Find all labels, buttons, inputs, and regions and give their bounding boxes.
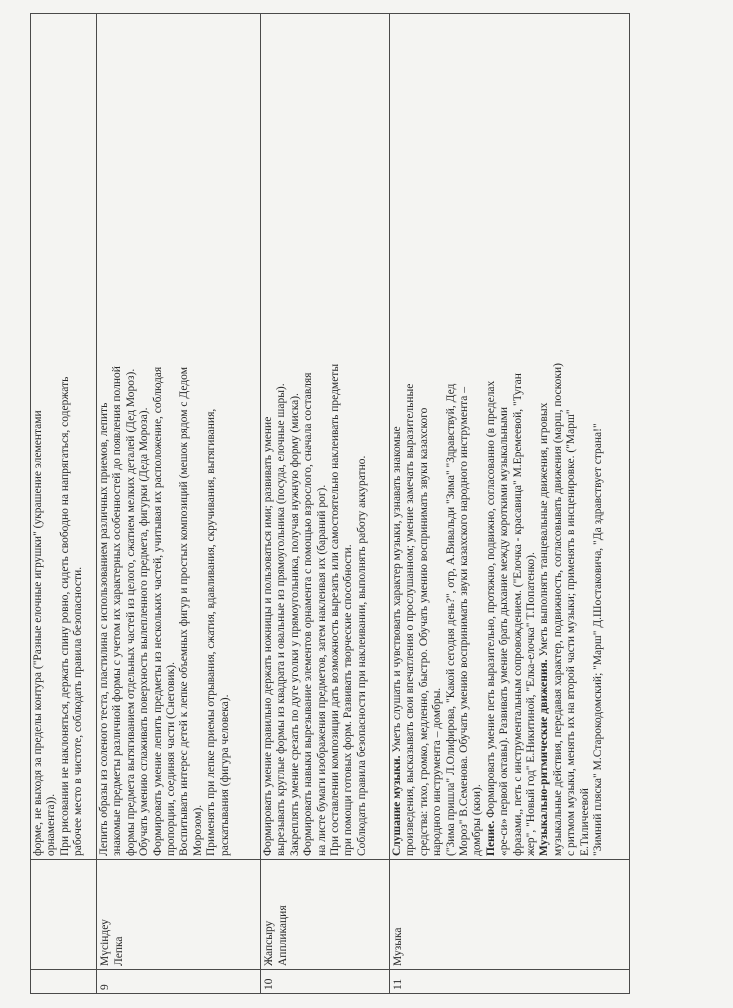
subject-cell (97, 860, 261, 970)
content-line (418, 17, 431, 856)
content-line: Применять при лепке приемы отрывания, сжатия, вдавливания, скручивания, вытягивания, (205, 408, 218, 856)
content-line: вырезывать круглые формы из квадрата и овальные из прямоугольника (посуда, елочные шары). (275, 383, 288, 856)
content-cell (31, 14, 97, 860)
content-text: Уметь слушать и чувствовать характер музыки, узнавать знакомые (391, 426, 403, 756)
content-cell (261, 14, 390, 860)
row-number (31, 970, 97, 994)
content-line (431, 17, 444, 856)
content-line (471, 17, 484, 856)
table-row (31, 14, 97, 994)
table-row (97, 14, 261, 994)
content-text: жер", "Новый год" Е.Никитиной, "Елка-елочка" Т.Попатенко). (525, 552, 538, 856)
content-text: Формировать умение петь выразительно, протяжно, подвижно, согласованно (в пределах (484, 380, 497, 821)
subject-name: Лепка (113, 936, 126, 966)
subject-name: Аппликация (277, 905, 290, 966)
content-line: Формировать навыки вырезывание элементов орнамента с помощью взрослого, сначала составляя (302, 372, 315, 856)
content-line (391, 17, 404, 856)
subject-cell (261, 860, 390, 970)
content-line (512, 17, 525, 856)
content-line: Формировать умение лепить предметы из нескольких частей, учитывая их расположение, соблюдая (151, 366, 164, 856)
table-row (390, 14, 630, 994)
content-line: рабочее место в чистоте, соблюдать правила безопасности. (72, 566, 85, 856)
table-row (261, 14, 390, 994)
content-line (592, 17, 605, 856)
content-text: народного инструмента – домбры. (431, 687, 444, 856)
content-line (485, 17, 498, 856)
content-text: «ре-си» первой октавы). Развивать умение брать дыхание между короткими музыкальными (498, 406, 511, 856)
content-cell (97, 14, 261, 860)
content-text: домбры (кюи). (471, 784, 484, 856)
content-line: на листе бумаги изображения предметов, затем наклеивая их (бараний рог). (315, 484, 328, 856)
subject-cell (31, 860, 97, 970)
content-line: При рисовании не наклоняться, держать спину ровно, сидеть свободно на напрягаться, содержать (58, 376, 71, 856)
content-text: Е.Тиличеевой (578, 788, 591, 856)
content-text: музыкальные действия, передавая характер, подвижность, согласовывать движения (марш, поскоки) (551, 363, 564, 856)
subject-cell (390, 860, 630, 970)
content-cell (390, 14, 630, 860)
curriculum-table (30, 13, 630, 994)
content-line: При составлении композиции дать возможность вырезать или самостоятельно наклеивать предметы (329, 363, 342, 856)
content-line (445, 17, 458, 856)
content-line: форме, не выходя за пределы контура ("Разные елочные игрушки" (украшение элементами (32, 410, 44, 856)
content-line: Соблюдать правила безопасности при наклеивании, выполнять работу аккуратно. (355, 455, 368, 856)
content-text: с ритмом музыки, менять их на второй части музыки; применять в инсценировке. ("Марш" (565, 409, 578, 856)
content-text: ("Зима пришла" Л.Олифирова, "Какой сегодня день?", отр, А.Вивальди "Зима" "Здравствуй, Дед (444, 383, 457, 856)
content-line: знакомые предметы различной формы с учетом их характерных особенностей до появления полной (111, 366, 124, 856)
content-text: произведения, высказывать свои впечатления о прослушанном; умение замечать выразительные (404, 383, 417, 856)
content-line: Лепить образы из соленого теста, пластилина с использованием различных приемов, лепить (98, 402, 110, 856)
subject-name: Музыка (392, 927, 404, 966)
content-line: Закреплять умение срезать по дуге уголки у прямоугольника, получая нужную форму (миска). (288, 393, 301, 856)
content-line: Воспитывать интерес детей к лепке объемных фигур и простых композиций (мешок рядом с Дедом (178, 367, 191, 856)
section-heading: Слушание музыки. (391, 755, 403, 856)
content-line: пропорции, соединяя части (Снеговик). (165, 662, 178, 856)
content-text: Мороз" В.Семенова. Обучать умению воспринимать звуки казахского народного инструмента – (458, 386, 471, 856)
content-text: "Зимний пляска" М.Старокодомский; "Марш" Д.Шостаковича, "Да здравствует страна!" (592, 423, 605, 856)
content-line (458, 17, 471, 856)
content-line (565, 17, 578, 856)
content-line: раскатывания (фигура человека). (218, 694, 231, 856)
row-number: 11 (390, 970, 630, 994)
content-text: Уметь выполнять танцевальные движения, игровых (538, 402, 551, 660)
content-line (552, 17, 565, 856)
content-line (579, 17, 592, 856)
content-line: Морозом). (191, 804, 204, 856)
subject-name: Мүсіндеу (99, 919, 111, 966)
content-line (538, 17, 551, 856)
row-number: 10 (261, 970, 390, 994)
content-text: средства: тихо, громко, медленно, быстро. Обучать умению воспринимать звуки казахского (417, 407, 430, 856)
content-line: Формировать умение правильно держать ножницы и пользоваться ими; развивать умение (262, 416, 274, 856)
content-line: Обучать умению сглаживать поверхность вылепленного предмета, фигурки (Деда Мороза). (138, 407, 151, 856)
content-line: орнамента)). (45, 793, 58, 856)
section-heading: Музыкально-ритмические движения. (538, 659, 551, 856)
content-text: фразами,, петь с инструментальным сопровождением. ("Елочка - красавица" М.Еремеевой, "Туган (511, 373, 524, 856)
content-line: при помощи готовых форм. Развивать творческие способности. (342, 544, 355, 856)
content-line (404, 17, 417, 856)
row-number: 9 (97, 970, 261, 994)
subject-name: Жапсыру (263, 920, 275, 966)
content-line (498, 17, 511, 856)
content-line: формы предмета вытягиванием отдельных частей из целого, сжатием мелких деталей (Дед Мороз). (124, 368, 137, 856)
section-heading: Пение. (484, 820, 497, 856)
content-line (525, 17, 538, 856)
